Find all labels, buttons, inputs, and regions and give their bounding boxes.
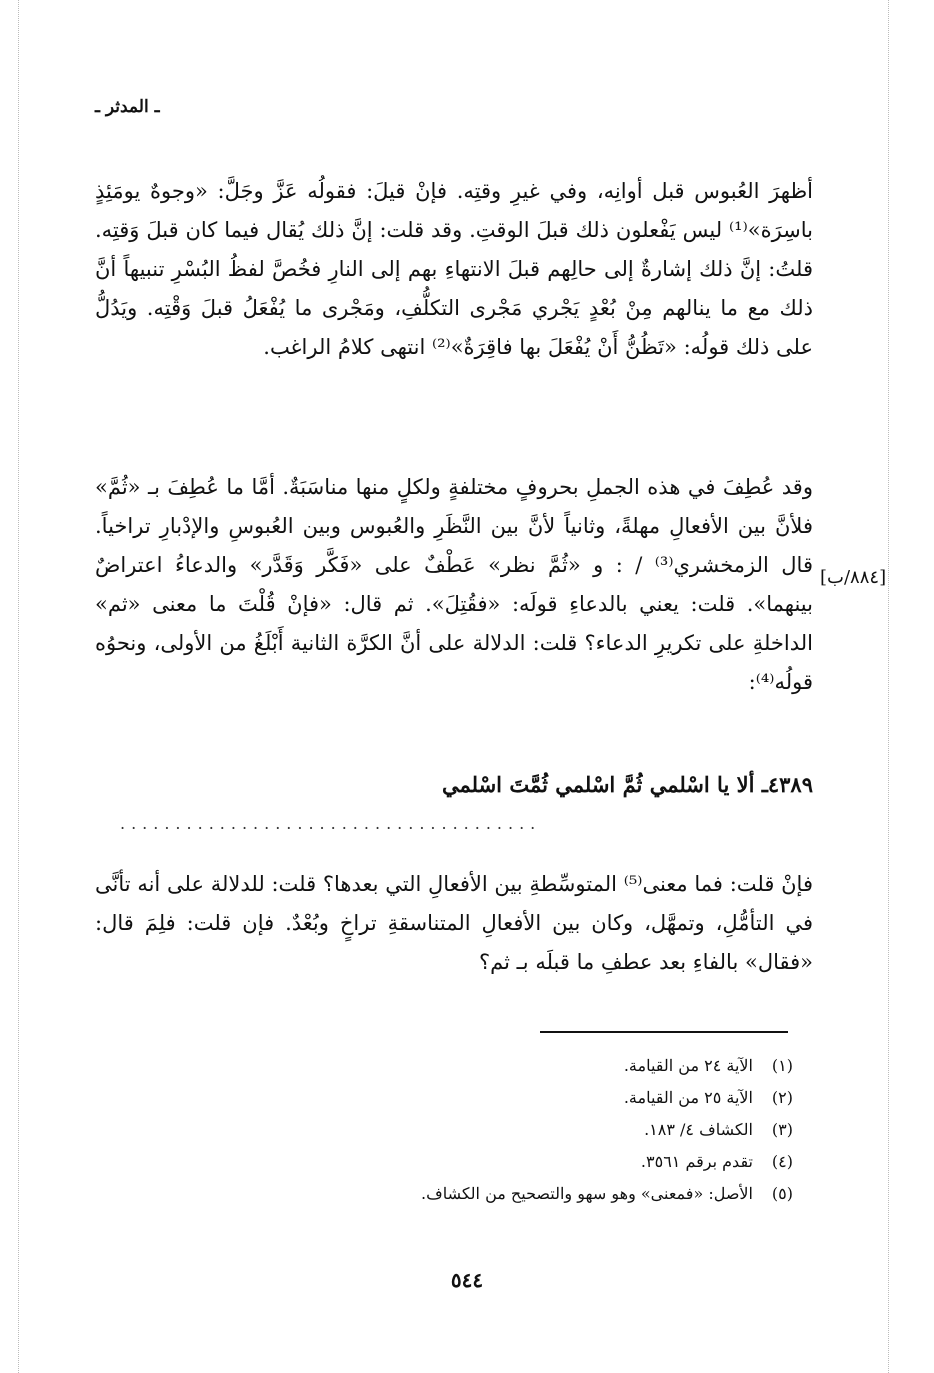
running-header: ـ المدثر ـ [95, 97, 160, 117]
footnote [300, 1178, 793, 1210]
scan-artifact-line [888, 0, 890, 1373]
footnote [300, 1146, 793, 1178]
paragraph-text: أظهرَ العُبوس قبل أوانِه، وفي غيرِ وقتِه. فإنْ قيلَ: فقولُه عَزَّ وجَلَّ: «وجوهٌ يومَئِذٍ باسِرَة»⁽¹⁾ ليس يَفْعلون ذلك قبلَ الوقتِ. وقد قلت: إنَّ ذلك يُقال فيما كان قبلَ وَقتِه. قلتُ: إنَّ ذلك إشارةٌ إلى حالِهم قبلَ الانتهاءِ بهم إلى النارِ فخُصَّ لفظُ البُسْرِ تنبيهاً أنَّ ذلك مع ما ينالهم مِنْ بُعْدٍ يَجْري مَجْرى التكلُّفِ، ومَجْرى ما يُفْعَلُ قبلَ وَقْتِه. ويَدُلُّ على ذلك قولُه: «تَظُنُّ أَنْ يُفْعَلَ بها فاقِرَةٌ»⁽²⁾ انتهى كلامُ الراغب. [95, 179, 813, 359]
footnote-text: الآية ٢٥ من القيامة. [623, 1088, 753, 1107]
poetry-verse: ٤٣٨٩ـ ألا يا اسْلمي ثُمَّ اسْلمي ثُمَّتَ اسْلمي [441, 772, 813, 797]
footnote-text: تقدم برقم ٣٥٦١. [640, 1152, 753, 1171]
page-number: ٥٤٤ [450, 1268, 484, 1292]
footnote-number: (٣) [771, 1120, 793, 1139]
paragraph-text: فإنْ قلت: فما معنى⁽⁵⁾ المتوسِّطةِ بين الأفعالِ التي بعدها؟ قلت: للدلالة على أنه تأنَّى في التأمُّلِ، وتمهَّل، وكان بين الأفعالِ المتناسقةِ تراخٍ وبُعْدٌ. فإن قلت: فلِمَ قال: «فقال» بالفاءِ بعد عطفِ ما قبلَه بـ ثم؟ [95, 872, 813, 974]
footnote-text: الآية ٢٤ من القيامة. [623, 1056, 753, 1075]
footnote-number: (٢) [771, 1088, 793, 1107]
footnote-text: الأصل: «فمعنى» وهو سهو والتصحيح من الكشاف. [421, 1184, 753, 1203]
footnote-text: الكشاف ٤/ ١٨٣. [644, 1120, 753, 1139]
paragraph-2 [95, 468, 813, 702]
scan-artifact-line [18, 0, 20, 1373]
footnote [300, 1114, 793, 1146]
footnote-number: (٥) [771, 1184, 793, 1203]
footnote-divider [540, 1031, 788, 1033]
footnote [300, 1050, 793, 1082]
footnote [300, 1082, 793, 1114]
margin-folio-note: [٨٨٤/ب] [820, 567, 887, 588]
footnote-number: (٤) [771, 1152, 793, 1171]
verse-ellipsis-dots: ...................................... [120, 814, 542, 833]
footnote-number: (١) [771, 1056, 793, 1075]
footnotes-list [300, 1050, 793, 1210]
paragraph-3 [95, 865, 813, 982]
paragraph-1 [95, 172, 813, 367]
paragraph-text: وقد عُطِفَ في هذه الجملِ بحروفٍ مختلفةٍ ولكلٍ منها مناسَبَةٌ. أمَّا ما عُطِفَ بـ «ثُمَّ» فلأنَّ بين الأفعالِ مهلةً، وثانياً لأنَّ بين النَّظَرِ والعُبوس وبين العُبوسِ والإدْبارِ تراخياً. قال الزمخشري⁽³⁾ / : و «ثُمَّ نظر» عَطْفٌ على «فَكَّر وَقَدَّر» والدعاءُ اعتراضٌ بينهما». قلت: يعني بالدعاءِ قولَه: «فقُتِلَ». ثم قال: «فإنْ قُلْتَ ما معنى «ثم» الداخلةِ على تكريرِ الدعاء؟ قلت: الدلالة على أنَّ الكرَّة الثانية أَبْلَغُ من الأولى، ونحوُه قولُه⁽⁴⁾: [95, 475, 813, 694]
